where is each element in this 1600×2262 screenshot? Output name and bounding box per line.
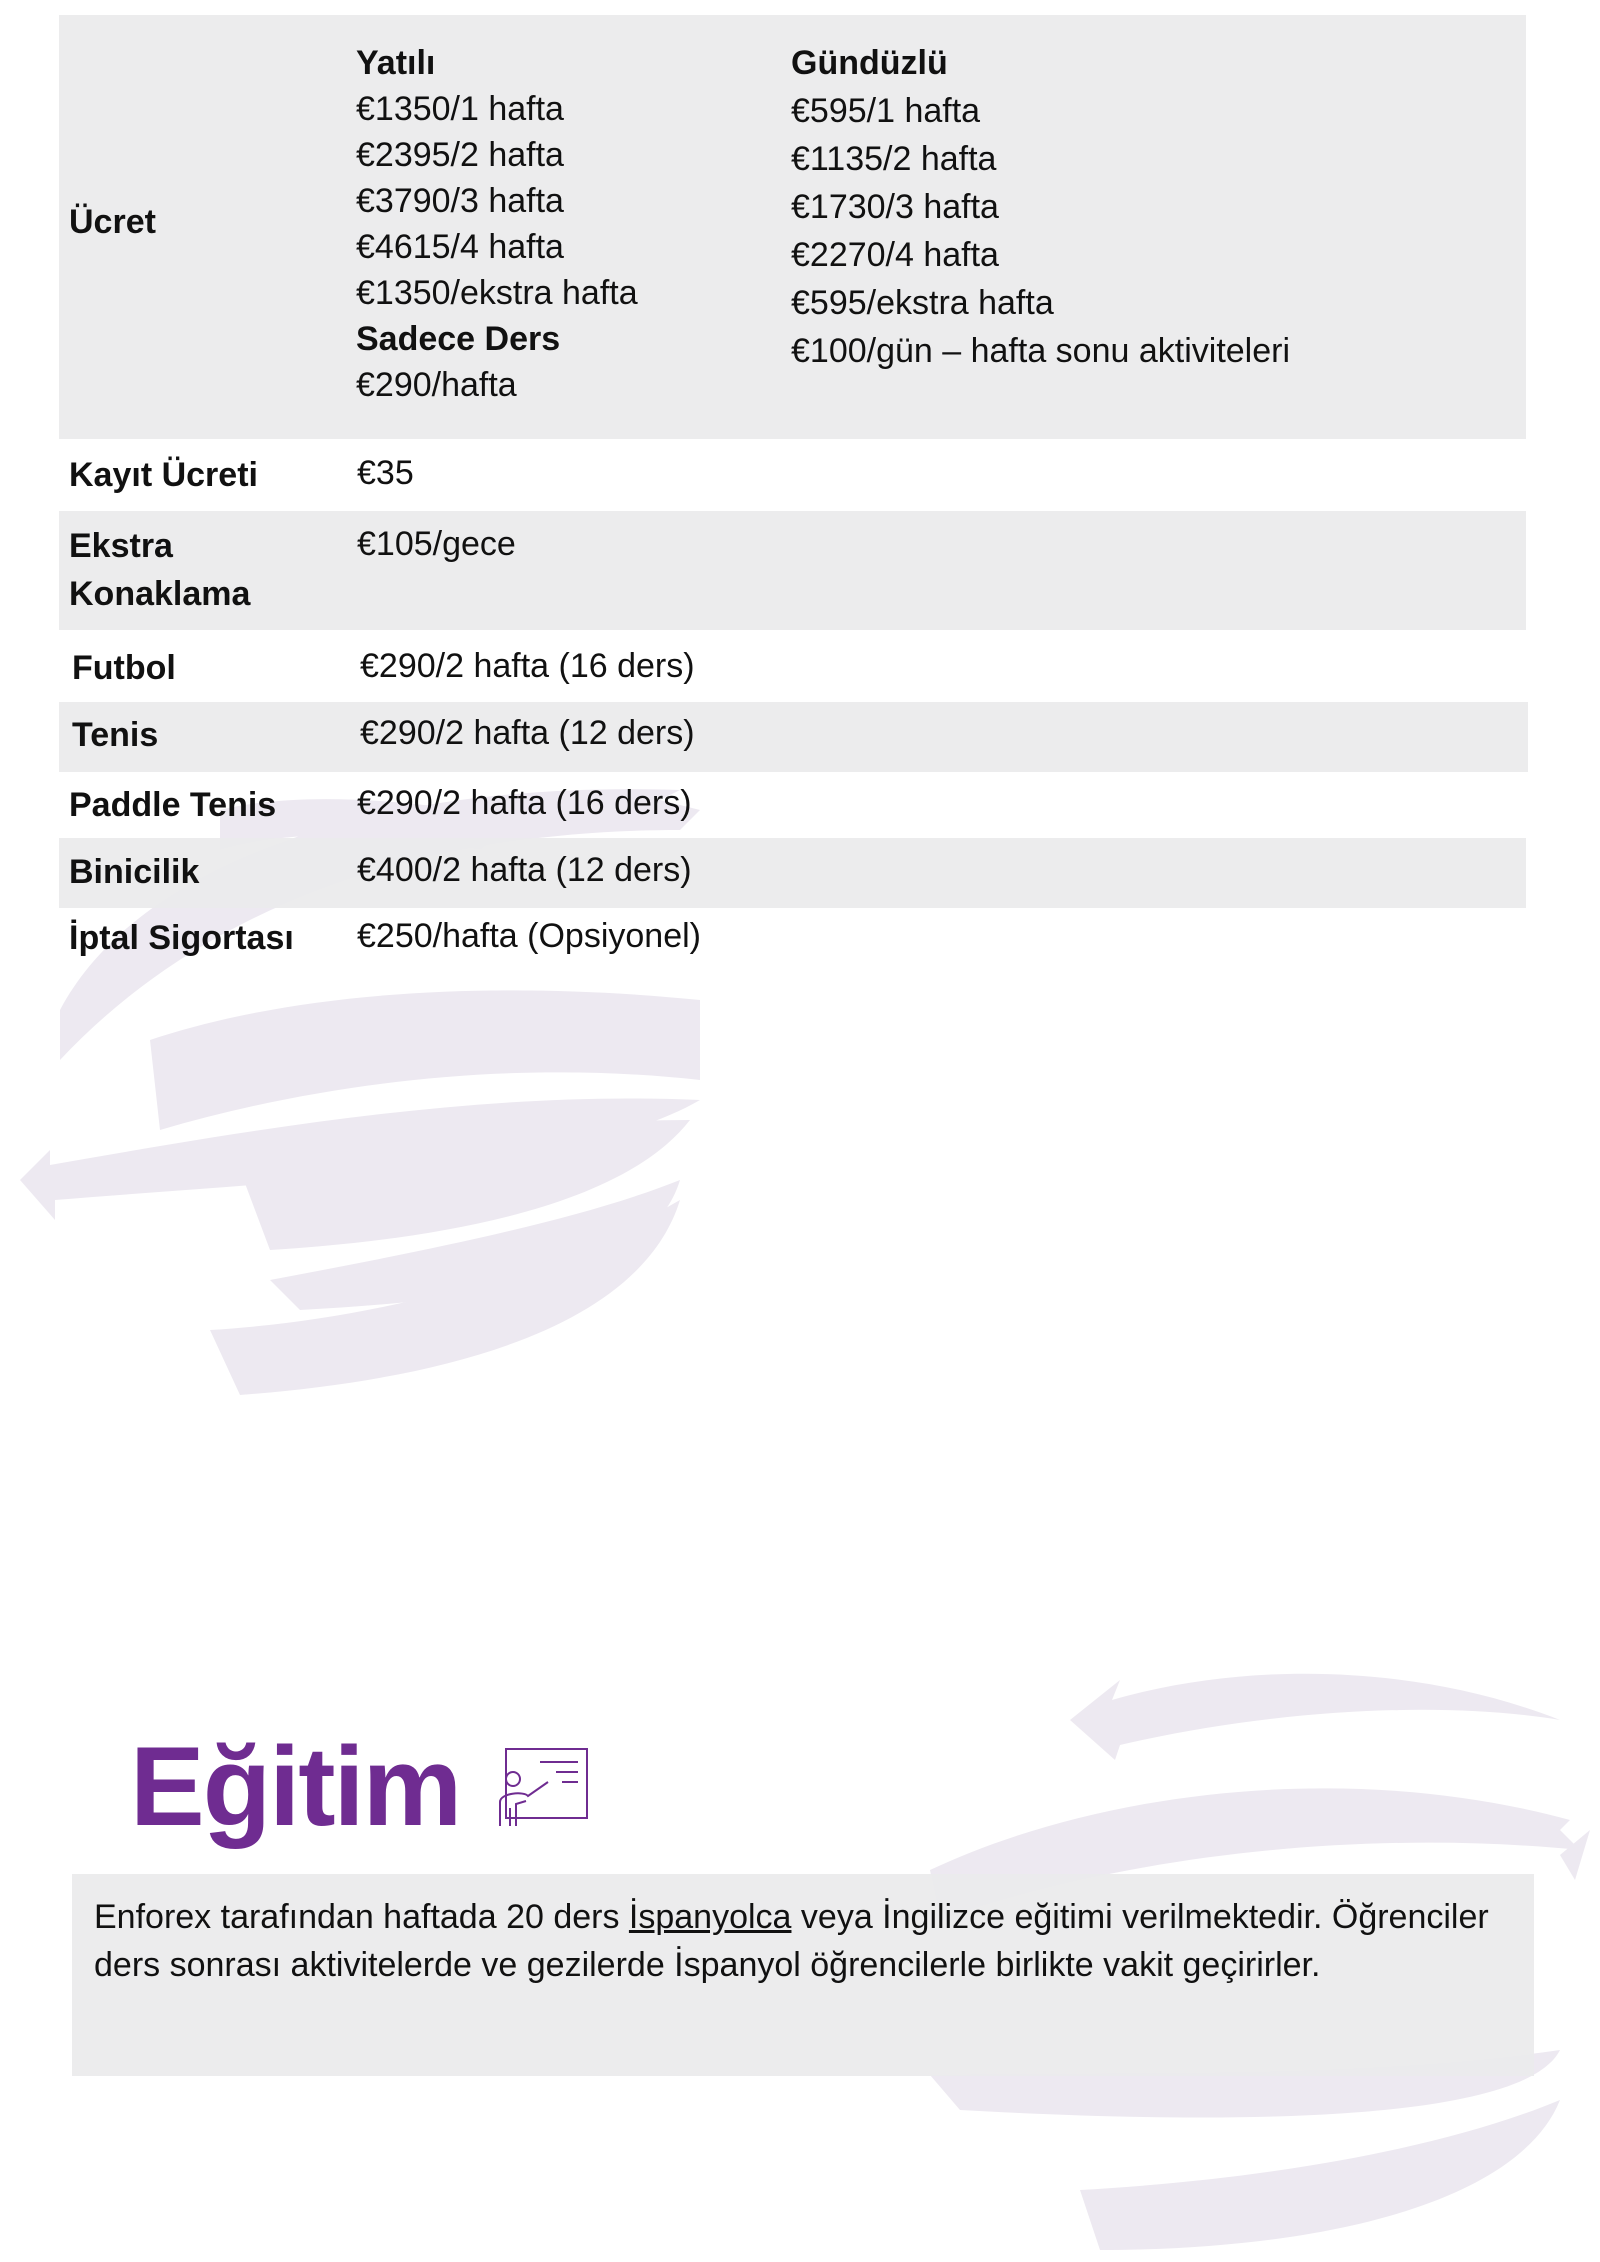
day-fee-item: €595/ekstra hafta [791, 284, 1054, 322]
presentation-board-icon [496, 1746, 590, 1830]
day-fee-item: €1730/3 hafta [791, 188, 999, 226]
boarding-fee-item: €1350/ekstra hafta [356, 274, 638, 312]
boarding-fee-item: €4615/4 hafta [356, 228, 564, 266]
day-fees-column [791, 39, 1290, 375]
lessons-only-heading: Sadece Ders [356, 320, 561, 358]
boarding-fee-item: €2395/2 hafta [356, 136, 564, 174]
row-value: €400/2 hafta (12 ders) [357, 851, 692, 889]
boarding-fee-item: €3790/3 hafta [356, 182, 564, 220]
row-value: €35 [357, 454, 414, 492]
football-row [59, 630, 1526, 702]
row-label: İptal Sigortası [69, 919, 294, 957]
horse-riding-row [59, 838, 1526, 908]
boarding-fee-item: €1350/1 hafta [356, 90, 564, 128]
row-label-line: Ekstra [69, 527, 173, 565]
row-label: Futbol [72, 649, 176, 687]
row-value: €290/2 hafta (12 ders) [360, 714, 695, 752]
day-fee-item: €2270/4 hafta [791, 236, 999, 274]
cancellation-insurance-row [59, 908, 1526, 972]
paddle-tennis-row [59, 772, 1526, 838]
education-text: Enforex tarafından haftada 20 ders [94, 1898, 629, 1936]
education-text: veya İngilizce eğitimi verilmektedir. Öğrenciler ders sonrası aktivitelerde ve gezilerde İspanyol öğrencilerle birlikte vakit geçirirler. [94, 1898, 1489, 1984]
fees-row [59, 15, 1526, 439]
row-label: Binicilik [69, 853, 200, 891]
boarding-heading: Yatılı [356, 44, 436, 82]
fees-label: Ücret [69, 203, 156, 241]
row-value: €250/hafta (Opsiyonel) [357, 917, 701, 955]
tennis-row [59, 702, 1528, 772]
lessons-only-value: €290/hafta [356, 366, 517, 404]
education-title: Eğitim [130, 1724, 461, 1849]
row-label: Kayıt Ücreti [69, 456, 258, 494]
day-fee-item: €100/gün – hafta sonu aktiviteleri [791, 332, 1291, 370]
day-fee-item: €595/1 hafta [791, 92, 981, 130]
row-label-line: Konaklama [69, 575, 251, 613]
spanish-link[interactable]: İspanyolca [628, 1898, 792, 1936]
row-label [69, 522, 250, 618]
day-heading: Gündüzlü [791, 44, 948, 82]
row-label: Paddle Tenis [69, 786, 277, 824]
row-value: €290/2 hafta (16 ders) [357, 784, 692, 822]
row-value: €290/2 hafta (16 ders) [360, 647, 695, 685]
row-value: €105/gece [357, 525, 516, 563]
extra-accommodation-row [59, 511, 1526, 630]
row-label: Tenis [72, 716, 159, 754]
registration-fee-row [59, 439, 1526, 511]
day-fee-item: €1135/2 hafta [791, 140, 997, 178]
education-description [72, 1874, 1534, 2076]
boarding-fees-column [356, 40, 638, 408]
